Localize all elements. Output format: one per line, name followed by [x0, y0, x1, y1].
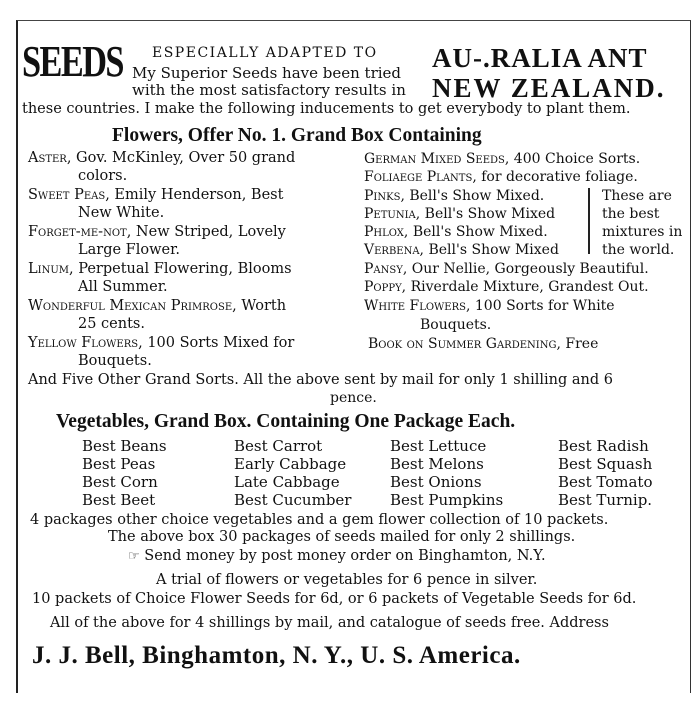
- flower-entry-left-name: Wonderful Mexican Primrose,: [28, 298, 237, 314]
- flower-entry-left: [28, 188, 283, 203]
- vegetable-item: Best Turnip.: [558, 491, 653, 509]
- mixture-divider: [588, 188, 590, 254]
- flower-mixed-entry-name: Verbena,: [364, 242, 425, 258]
- veg-line-4: A trial of flowers or vegetables for 6 pence in silver.: [156, 572, 538, 588]
- flower-mixed-entry-name: Petunia,: [364, 206, 421, 222]
- flowers-heading: Flowers, Offer No. 1. Grand Box Containing: [112, 125, 482, 146]
- australia-heading: AU-.RALIA ANT: [432, 43, 648, 73]
- veg-line-3: [128, 549, 546, 564]
- flower-entry-right: [364, 170, 638, 184]
- flower-entry-cont: Bouquets.: [78, 353, 152, 369]
- pointing-hand-icon: ☞: [128, 549, 140, 564]
- flower-entry-left-text: Worth: [236, 298, 287, 314]
- flower-mixed-entry: [364, 189, 544, 203]
- flower-entry-left-text: New Striped, Lovely: [131, 224, 286, 240]
- flower-entry-right-text: 400 Choice Sorts.: [509, 151, 641, 167]
- flower-entry-left-text: 100 Sorts Mixed for: [142, 335, 295, 351]
- veg-line-6: All of the above for 4 shillings by mail, and catalogue of seeds free. Address: [50, 615, 609, 631]
- flower-mixed-entry-text: Bell's Show Mixed.: [404, 188, 545, 204]
- flowers-footer-2: pence.: [330, 390, 377, 406]
- flower-entry-left: [28, 262, 292, 277]
- vegetables-heading: Vegetables, Grand Box. Containing One Package Each.: [56, 411, 516, 432]
- flower-entry-cont: 25 cents.: [78, 316, 145, 332]
- flower-entry-cont: Large Flower.: [78, 242, 181, 258]
- seeds-title: SEEDS: [22, 37, 123, 86]
- flower-entry-right: [368, 337, 598, 351]
- vegetable-item: Best Cucumber: [234, 491, 352, 509]
- mixture-note-line: mixtures in: [602, 224, 683, 240]
- flower-entry-left: [28, 336, 294, 351]
- flower-entry-right-text: Riverdale Mixture, Grandest Out.: [406, 279, 649, 295]
- vegetable-item: Best Beet: [82, 491, 156, 509]
- flower-mixed-entry-text: Bell's Show Mixed.: [408, 224, 548, 240]
- vegetable-item: Best Melons: [390, 455, 484, 473]
- vegetable-item: Best Corn: [82, 473, 158, 491]
- flower-mixed-entry-text: Bell's Show Mixed: [420, 206, 556, 222]
- flower-entry-left-name: Forget-me-not,: [28, 224, 132, 240]
- flower-entry-right-name: Book on Summer Gardening,: [368, 336, 561, 352]
- flower-entry-left: [28, 299, 286, 314]
- flower-entry-right: [420, 318, 491, 332]
- flower-entry-left: [28, 151, 295, 166]
- flower-entry-left-text: Gov. McKinley, Over 50 grand: [71, 150, 296, 166]
- mixture-note-line: the world.: [602, 242, 675, 258]
- flower-entry-left-name: Yellow Flowers,: [28, 335, 143, 351]
- flower-entry-cont: All Summer.: [78, 279, 168, 295]
- flower-entry-right-name: White Flowers,: [364, 298, 471, 314]
- veg-line-3-text: Send money by post money order on Binghamton, N.Y.: [144, 548, 546, 564]
- flower-mixed-entry-text: Bell's Show Mixed: [424, 242, 559, 258]
- especially-adapted: ESPECIALLY ADAPTED TO: [152, 45, 378, 61]
- flower-entry-right: [364, 262, 649, 276]
- header-line-3: with the most satisfactory results in: [132, 81, 406, 99]
- header-line-4: these countries. I make the following inducements to get everybody to plant them.: [22, 101, 631, 117]
- new-zealand-heading: NEW ZEALAND.: [432, 73, 666, 103]
- vegetable-item: Best Tomato: [558, 473, 653, 491]
- flower-entry-right-text: 100 Sorts for White: [470, 298, 615, 314]
- flower-entry-left-name: Linum,: [28, 261, 74, 277]
- header-line-2: My Superior Seeds have been tried: [132, 64, 402, 82]
- flower-entry-left-text: Emily Henderson, Best: [109, 187, 284, 203]
- flowers-footer-1: And Five Other Grand Sorts. All the above sent by mail for only 1 shilling and 6: [28, 372, 613, 388]
- flower-entry-right-name: Pansy,: [364, 261, 408, 277]
- flower-entry-cont: colors.: [78, 168, 128, 184]
- flower-entry-left: [28, 225, 286, 240]
- flower-entry-left-name: Aster,: [28, 150, 72, 166]
- flower-entry-right-text: for decorative foliage.: [476, 169, 638, 185]
- veg-line-1: 4 packages other choice vegetables and a gem flower collection of 10 packets.: [30, 512, 609, 528]
- flower-entry-left-name: Sweet Peas,: [28, 187, 110, 203]
- vegetable-item: Best Radish: [558, 437, 649, 455]
- flower-mixed-entry: [364, 225, 548, 239]
- flower-entry-right-text: Free: [560, 336, 599, 352]
- mixture-note-line: These are: [602, 188, 672, 204]
- veg-line-5: 10 packets of Choice Flower Seeds for 6d, or 6 packets of Vegetable Seeds for 6d.: [32, 591, 637, 607]
- flower-entry-right: [364, 152, 640, 166]
- vegetable-item: Best Squash: [558, 455, 653, 473]
- flower-entry-right-name: Foliaege Plants,: [364, 169, 477, 185]
- flower-entry-right-text: Bouquets.: [420, 317, 492, 333]
- vegetable-item: Best Lettuce: [390, 437, 487, 455]
- vegetable-item: Best Carrot: [234, 437, 323, 455]
- flower-entry-right: [364, 299, 615, 313]
- vegetable-item: Best Pumpkins: [390, 491, 504, 509]
- flower-mixed-entry-name: Phlox,: [364, 224, 409, 240]
- flower-entry-right-name: Poppy,: [364, 279, 407, 295]
- flower-mixed-entry-name: Pinks,: [364, 188, 405, 204]
- address: J. J. Bell, Binghamton, N. Y., U. S. America.: [32, 642, 521, 669]
- vegetable-item: Best Onions: [390, 473, 482, 491]
- flower-entry-right-text: Our Nellie, Gorgeously Beautiful.: [407, 261, 649, 277]
- flower-mixed-entry: [364, 243, 559, 257]
- flower-entry-right: [364, 280, 649, 294]
- mixture-note-line: the best: [602, 206, 660, 222]
- vegetable-item: Late Cabbage: [234, 473, 340, 491]
- flower-entry-left-text: Perpetual Flowering, Blooms: [73, 261, 292, 277]
- vegetable-item: Early Cabbage: [234, 455, 347, 473]
- veg-line-2: The above box 30 packages of seeds mailed for only 2 shillings.: [108, 529, 576, 545]
- flower-mixed-entry: [364, 207, 555, 221]
- vegetable-item: Best Beans: [82, 437, 167, 455]
- flower-entry-right-name: German Mixed Seeds,: [364, 151, 510, 167]
- vegetable-item: Best Peas: [82, 455, 156, 473]
- flower-entry-cont: New White.: [78, 205, 165, 221]
